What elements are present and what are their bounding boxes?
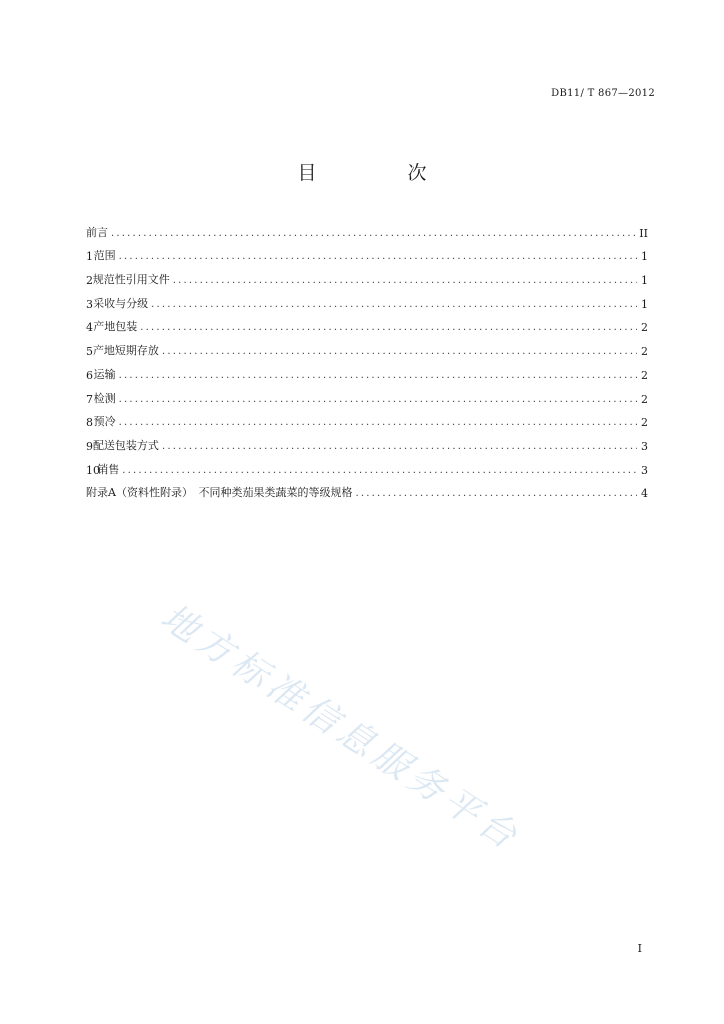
toc-entry-1[interactable]: [86, 240, 648, 264]
toc-entry-page: 1: [641, 297, 648, 311]
toc-leader-dots: [173, 276, 637, 287]
toc-entry-label: 附录A（资料性附录） 不同种类茄果类蔬菜的等级规格: [86, 486, 353, 500]
toc-entry-page: 2: [641, 345, 648, 359]
toc-entry-number: 5: [86, 345, 93, 359]
toc-entry-number: 7: [86, 392, 93, 406]
standard-code: DB11/ T 867—2012: [551, 88, 655, 99]
toc-entry-label: 前言: [86, 225, 108, 239]
toc-entry-number: 4: [86, 321, 93, 335]
toc-entry-page: 1: [641, 274, 648, 288]
toc-entry-10[interactable]: [86, 453, 648, 477]
toc-entry-page: 2: [641, 368, 648, 382]
toc-leader-dots: [122, 466, 637, 477]
toc-entry-page: 3: [641, 439, 648, 453]
toc-entry-label: 产地短期存放: [92, 344, 159, 358]
toc-entry-6[interactable]: [86, 358, 648, 382]
toc-entry-page: 4: [641, 487, 648, 501]
toc-entry-label: 检测: [93, 391, 116, 405]
toc-entry-5[interactable]: [86, 334, 648, 358]
toc-entry-page: 1: [641, 250, 648, 264]
toc-entry-number: 8: [86, 416, 93, 430]
table-of-contents: [86, 216, 648, 500]
toc-entry-8[interactable]: [86, 406, 648, 430]
toc-entry-label: 规范性引用文件: [92, 273, 170, 287]
toc-entry-number: 9: [86, 439, 93, 453]
toc-leader-dots: [119, 395, 637, 406]
page-title: 目 次: [297, 162, 463, 184]
toc-entry-4[interactable]: [86, 311, 648, 335]
toc-entry-page: 2: [641, 392, 648, 406]
toc-leader-dots: [162, 442, 637, 453]
toc-entry-number: 6: [86, 368, 93, 382]
toc-leader-dots: [119, 418, 637, 429]
toc-entry-number: 10: [86, 463, 100, 477]
toc-leader-dots: [162, 347, 637, 358]
toc-entry-label: 采收与分级: [93, 296, 149, 310]
toc-entry-number: 1: [86, 250, 93, 264]
toc-entry-foreword[interactable]: [86, 216, 648, 240]
toc-entry-9[interactable]: [86, 429, 648, 453]
page-number: I: [637, 942, 642, 955]
toc-leader-dots: [119, 371, 637, 382]
toc-entry-3[interactable]: [86, 287, 648, 311]
toc-entry-label: 销售: [97, 462, 120, 476]
toc-entry-label: 预冷: [93, 415, 116, 429]
toc-entry-page: II: [639, 226, 648, 240]
toc-entry-page: 3: [641, 463, 648, 477]
toc-entry-number: 3: [86, 297, 93, 311]
toc-entry-page: 2: [641, 416, 648, 430]
toc-leader-dots: [355, 489, 637, 500]
toc-leader-dots: [151, 300, 637, 311]
toc-entry-page: 2: [641, 321, 648, 335]
toc-entry-appendix-a[interactable]: [86, 477, 648, 501]
watermark: 地方标准信息服务平台: [153, 596, 528, 860]
toc-entry-label: 范围: [93, 249, 116, 263]
toc-entry-7[interactable]: [86, 382, 648, 406]
toc-entry-label: 运输: [93, 367, 116, 381]
toc-leader-dots: [119, 252, 637, 263]
toc-leader-dots: [111, 229, 636, 240]
toc-entry-label: 产地包装: [93, 320, 138, 334]
toc-leader-dots: [140, 323, 637, 334]
toc-entry-number: 2: [86, 274, 93, 288]
toc-entry-label: 配送包装方式: [92, 438, 159, 452]
toc-entry-2[interactable]: [86, 263, 648, 287]
